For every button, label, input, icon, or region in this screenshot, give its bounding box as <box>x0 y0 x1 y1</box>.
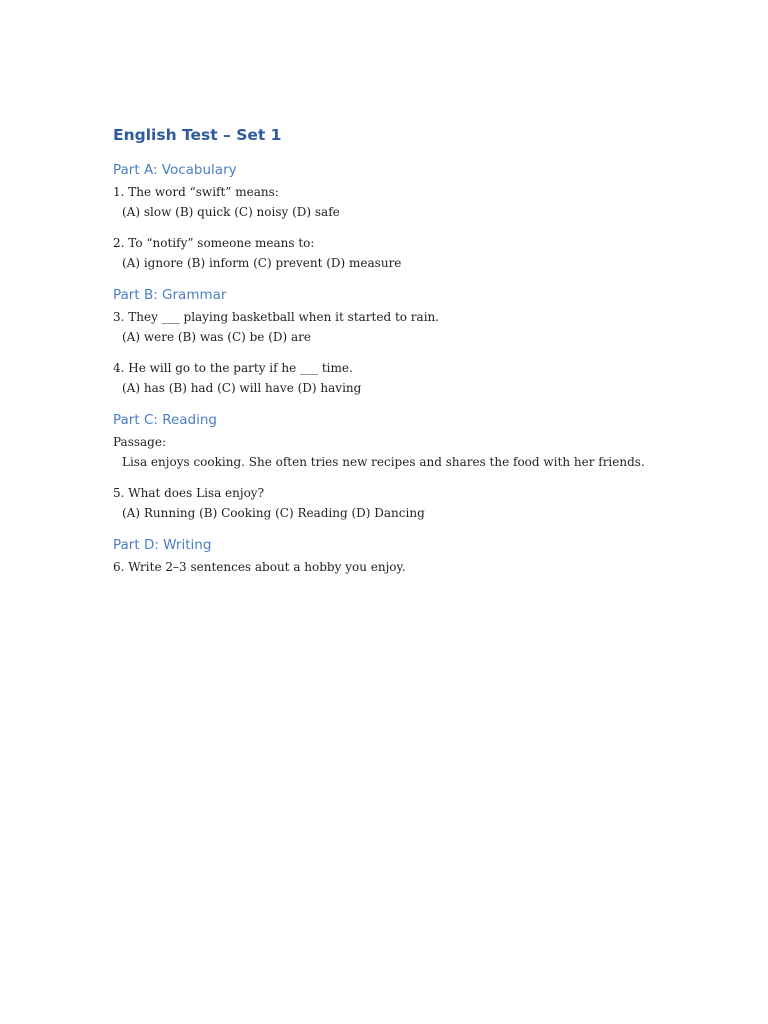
section-heading: Part C: Reading <box>113 412 218 428</box>
question-prompt: 3. They ___ playing basketball when it started to rain. <box>113 310 440 324</box>
reading-passage <box>113 433 713 472</box>
question-prompt: 1. The word “swift” means: <box>113 185 279 199</box>
question-5 <box>113 484 713 523</box>
question-options: (A) has (B) had (C) will have (D) having <box>122 380 362 395</box>
section-grammar <box>113 285 713 398</box>
question-options: (A) ignore (B) inform (C) prevent (D) measure <box>122 255 402 270</box>
question-prompt: 6. Write 2–3 sentences about a hobby you enjoy. <box>113 560 406 574</box>
document-title: English Test – Set 1 <box>113 126 282 144</box>
section-reading <box>113 410 713 523</box>
section-writing <box>113 535 713 578</box>
question-2 <box>113 234 713 273</box>
section-heading: Part A: Vocabulary <box>113 162 237 178</box>
question-3 <box>113 308 713 347</box>
section-vocabulary <box>113 160 713 273</box>
question-6 <box>113 558 713 578</box>
question-prompt: 2. To “notify” someone means to: <box>113 236 315 250</box>
passage-text: Lisa enjoys cooking. She often tries new recipes and shares the food with her friends. <box>122 454 645 469</box>
question-prompt: 5. What does Lisa enjoy? <box>113 486 265 500</box>
question-1 <box>113 183 713 222</box>
passage-label: Passage: <box>113 435 166 449</box>
section-heading: Part D: Writing <box>113 537 212 553</box>
document-page <box>113 124 713 590</box>
section-heading: Part B: Grammar <box>113 287 227 303</box>
question-4 <box>113 359 713 398</box>
question-prompt: 4. He will go to the party if he ___ time. <box>113 361 353 375</box>
question-options: (A) were (B) was (C) be (D) are <box>122 329 312 344</box>
question-options: (A) Running (B) Cooking (C) Reading (D) Dancing <box>122 505 425 520</box>
question-options: (A) slow (B) quick (C) noisy (D) safe <box>122 204 340 219</box>
